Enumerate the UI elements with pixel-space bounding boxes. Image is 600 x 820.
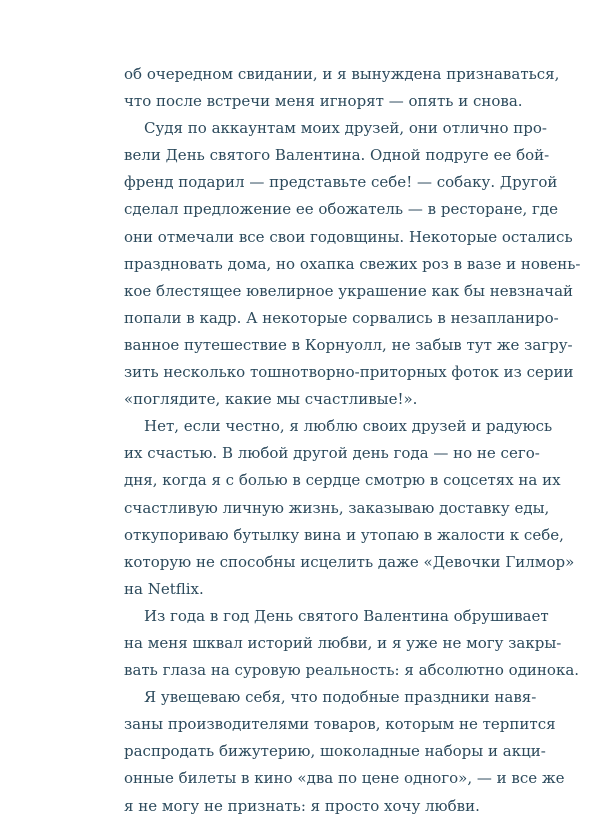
text-line: онные билеты в кино «два по цене одного», — и все же (124, 769, 565, 788)
text-line: Судя по аккаунтам моих друзей, они отлично про- (144, 119, 547, 138)
text-line: они отмечали все свои годовщины. Некоторые остались (124, 227, 573, 246)
text-line: я не могу не признать: я просто хочу любви. (124, 796, 480, 815)
body-text (0, 61, 600, 820)
text-line: попали в кадр. А некоторые сорвались в незапланиро- (124, 308, 559, 327)
text-line: френд подарил — представьте себе! — собаку. Другой (124, 173, 558, 192)
text-line: Нет, если честно, я люблю своих друзей и радуюсь (144, 417, 553, 436)
text-line: на меня шквал историй любви, и я уже не могу закры- (124, 633, 562, 652)
text-line: что после встречи меня игнорят — опять и снова. (124, 92, 523, 111)
text-line: кое блестящее ювелирное украшение как бы невзначай (124, 281, 574, 300)
text-line: откупориваю бутылку вина и утопаю в жалости к себе, (124, 525, 564, 544)
text-line: «поглядите, какие мы счастливые!». (124, 390, 418, 409)
text-line: Я увещеваю себя, что подобные праздники навя- (144, 688, 537, 707)
text-line: сделал предложение ее обожатель — в ресторане, где (124, 200, 558, 219)
text-line: об очередном свидании, и я вынуждена признаваться, (124, 65, 560, 83)
text-line: вели День святого Валентина. Одной подруге ее бой- (124, 146, 550, 165)
text-line: вать глаза на суровую реальность: я абсолютно одинока. (124, 661, 580, 680)
text-line: на Netflix. (124, 579, 204, 598)
text-line: распродать бижутерию, шоколадные наборы и акци- (124, 742, 546, 761)
text-line: счастливую личную жизнь, заказываю доставку еды, (124, 498, 550, 517)
text-line: праздновать дома, но охапка свежих роз в вазе и новень- (124, 254, 581, 273)
text-line: Из года в год День святого Валентина обрушивает (144, 606, 549, 625)
text-line: зить несколько тошнотворно-приторных фоток из серии (124, 363, 574, 382)
text-line: которую не способны исцелить даже «Девочки Гилмор» (124, 552, 575, 571)
text-line: заны производителями товаров, которым не терпится (124, 715, 556, 734)
text-line: их счастью. В любой другой день года — но не сего- (124, 444, 540, 463)
text-line: ванное путешествие в Корнуолл, не забыв тут же загру- (124, 335, 573, 354)
text-line: дня, когда я с болью в сердце смотрю в соцсетях на их (124, 471, 561, 490)
